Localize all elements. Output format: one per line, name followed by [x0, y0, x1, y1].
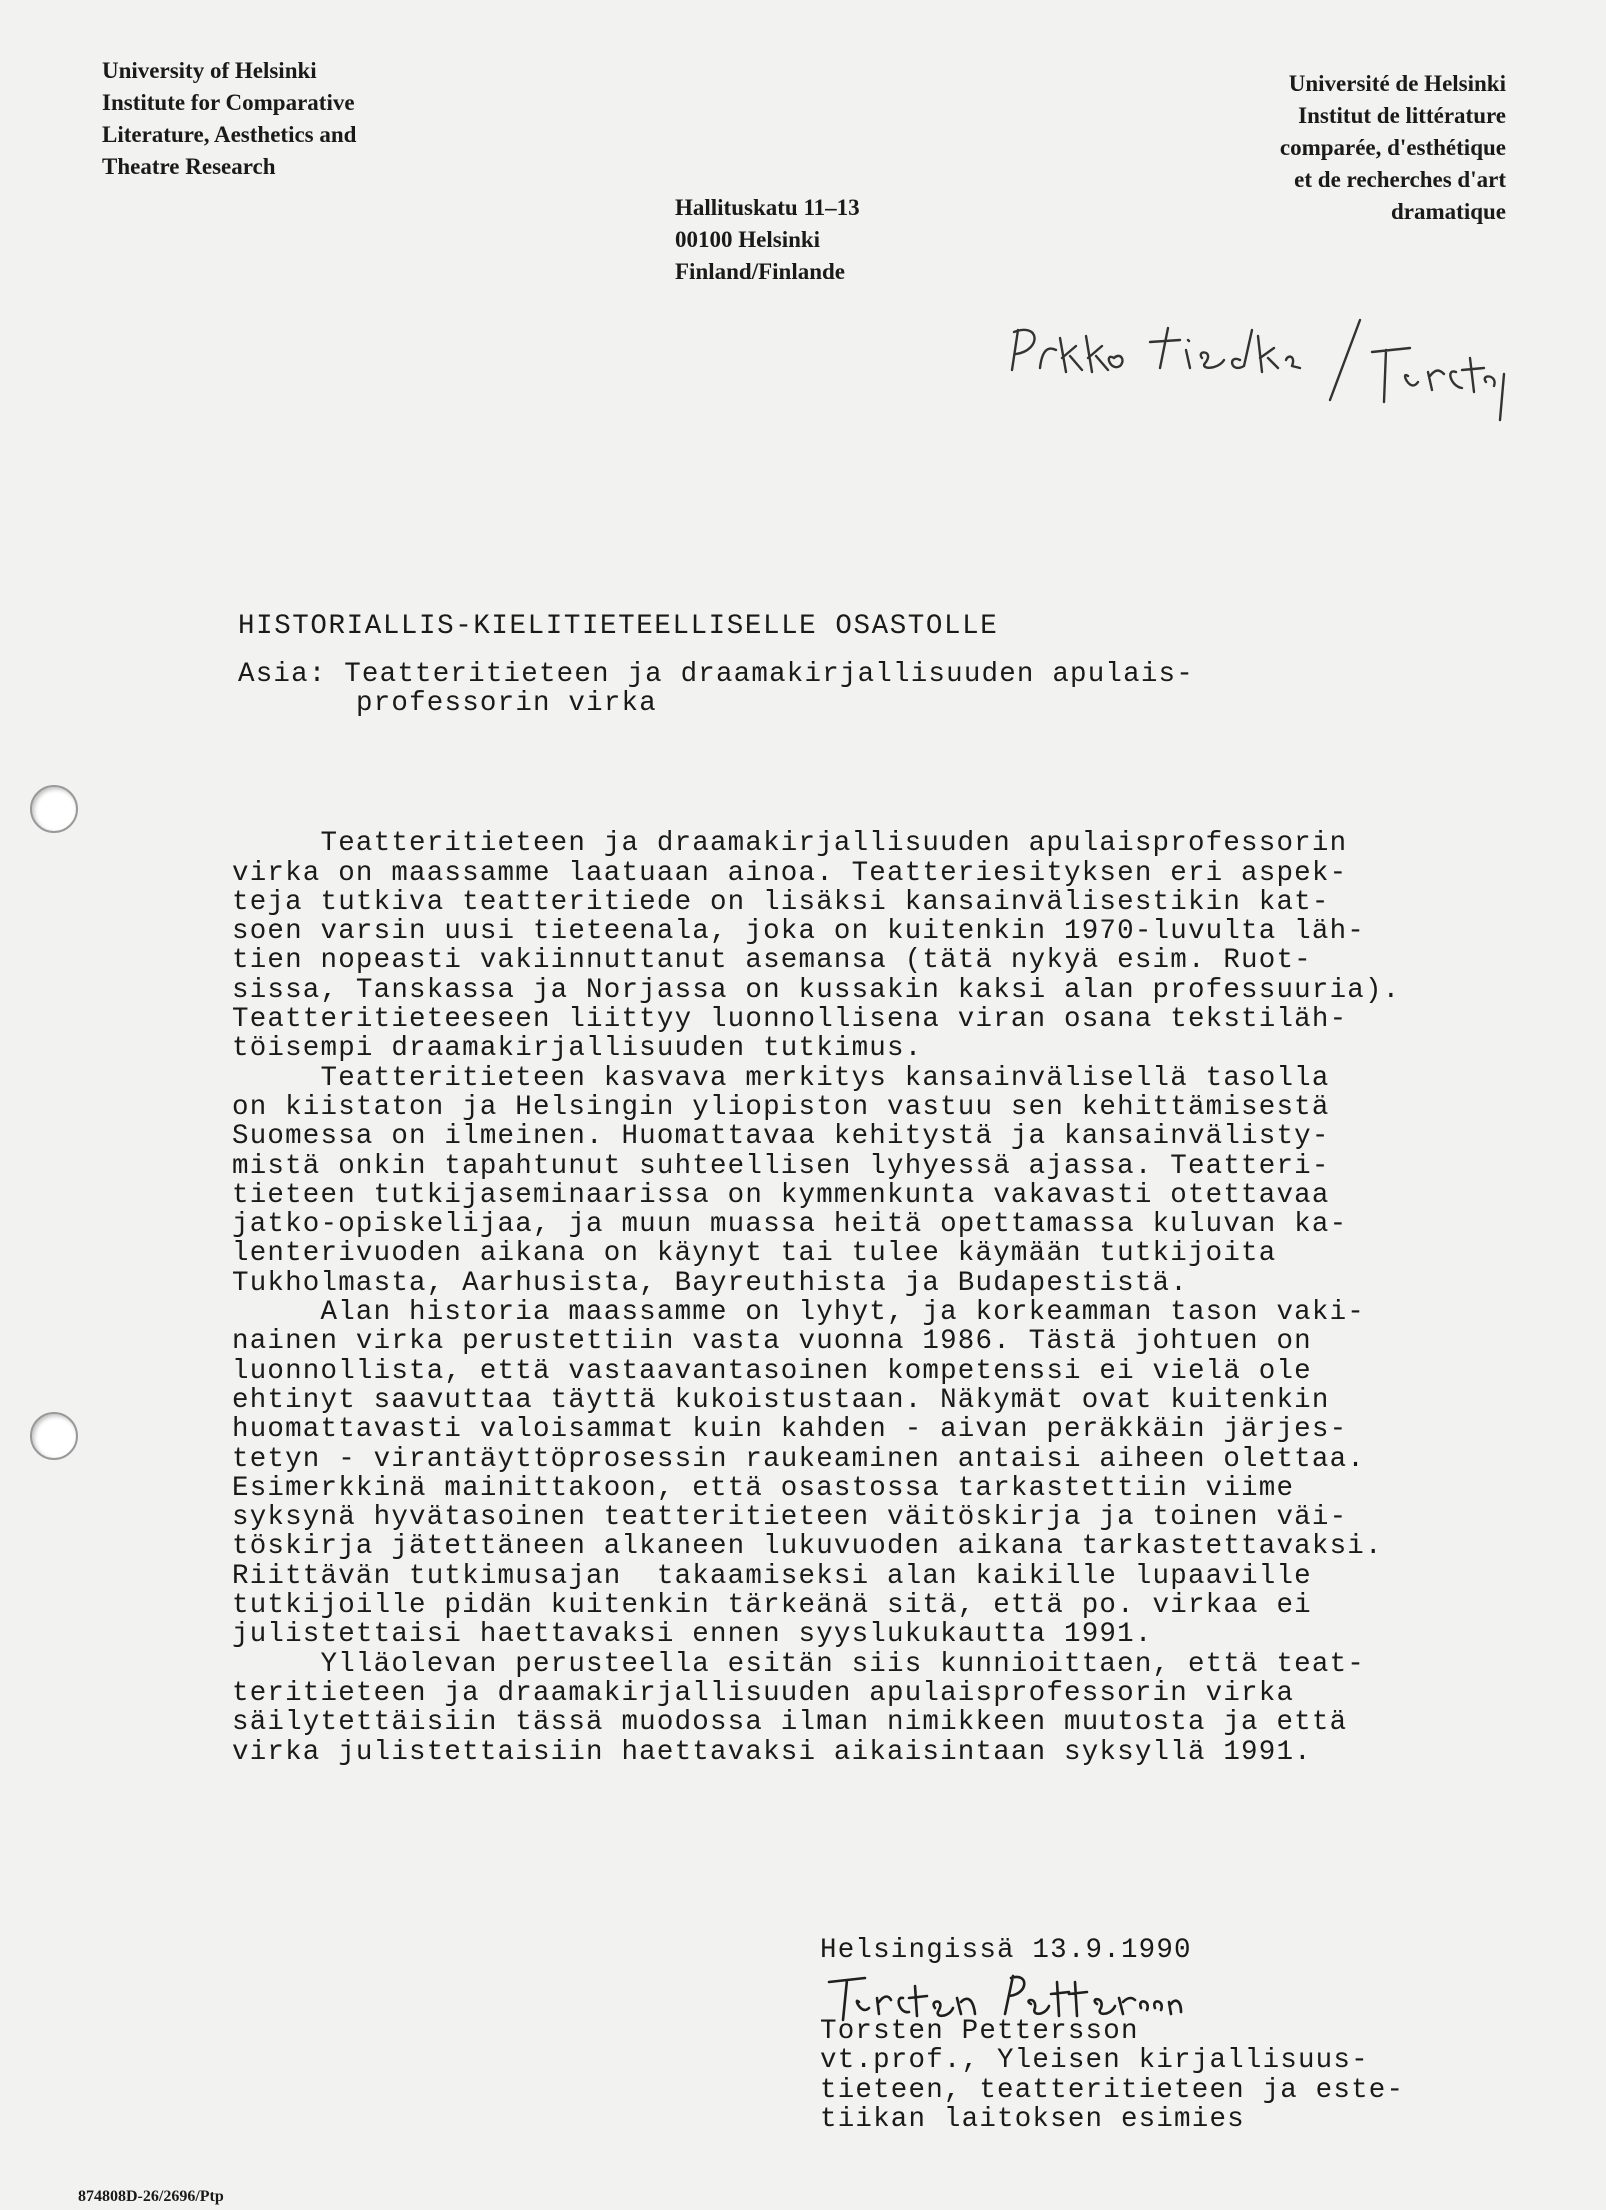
letterhead-line: Institute for Comparative — [102, 90, 355, 115]
body-line: lenterivuoden aikana on käynyt tai tulee käymään tutkijoita — [232, 1238, 1277, 1270]
body-line: sissa, Tanskassa ja Norjassa on kussakin kaksi alan professuuria). — [232, 974, 1401, 1006]
body-line: ehtinyt saavuttaa täyttä kukoistustaan. Näkymät ovat kuitenkin — [232, 1384, 1330, 1416]
address-line: Finland/Finlande — [675, 259, 846, 284]
body-line: töskirja jätettäneen alkaneen lukuvuoden aikana tarkastettavaksi. — [232, 1531, 1383, 1563]
body-line: Teatteritieteeseen liittyy luonnollisena viran osana tekstiläh- — [232, 1004, 1348, 1036]
body-line: Riittävän tutkimusajan takaamiseksi alan kaikille lupaaville — [232, 1560, 1312, 1592]
letterhead-line: Theatre Research — [102, 154, 276, 179]
letterhead-address — [675, 192, 860, 288]
subject-line: professorin virka — [356, 688, 657, 720]
body-line: soen varsin uusi tieteenala, joka on kuitenkin 1970-luvulta läh- — [232, 916, 1365, 948]
signer-block — [820, 2017, 1404, 2134]
letterhead-line: University of Helsinki — [102, 58, 317, 83]
signer-title-line: tiikan laitoksen esimies — [820, 2103, 1245, 2135]
letter-body — [232, 800, 1400, 1767]
letterhead-line: comparée, d'esthétique — [1279, 135, 1506, 160]
body-line: luonnollista, että vastaavantasoinen kompetenssi ei vielä ole — [232, 1355, 1312, 1387]
letterhead-line: Literature, Aesthetics and — [102, 122, 357, 147]
body-line: Ylläolevan perusteella esitän siis kunnioittaen, että teat- — [232, 1648, 1365, 1680]
body-line: Teatteritieteen kasvava merkitys kansainvälisellä tasolla — [232, 1062, 1330, 1094]
place-date: Helsingissä 13.9.1990 — [820, 1935, 1192, 1966]
body-line: Esimerkkinä mainittakoon, että osastossa tarkastettiin viime — [232, 1472, 1295, 1504]
body-line: töisempi draamakirjallisuuden tutkimus. — [232, 1033, 923, 1065]
letterhead-line: dramatique — [1391, 199, 1506, 224]
handwritten-note — [1000, 310, 1520, 440]
signer-title-line: vt.prof., Yleisen kirjallisuus- — [820, 2045, 1369, 2077]
address-line: Hallituskatu 11–13 — [675, 195, 860, 220]
recipient-line: HISTORIALLIS-KIELITIETEELLISELLE OSASTOLLE — [238, 611, 999, 642]
address-line: 00100 Helsinki — [675, 227, 821, 252]
body-line: Tukholmasta, Aarhusista, Bayreuthista ja Budapestistä. — [232, 1267, 1188, 1299]
body-line: teja tutkiva teatteritiede on lisäksi kansainvälisestikin kat- — [232, 886, 1330, 918]
body-line: syksynä hyvätasoinen teatteritieteen väitöskirja ja toinen väi- — [232, 1502, 1348, 1534]
body-line: mistä onkin tapahtunut suhteellisen lyhyessä ajassa. Teatteri- — [232, 1150, 1330, 1182]
subject-label: Asia: — [238, 659, 327, 690]
body-line: virka on maassamme laatuaan ainoa. Teatteriesityksen eri aspek- — [232, 857, 1348, 889]
body-line: huomattavasti valoisammat kuin kahden - aivan peräkkäin järjes- — [232, 1414, 1348, 1446]
body-line: jatko-opiskelijaa, ja muun muassa heitä opettamassa kuluvan ka- — [232, 1209, 1348, 1241]
punch-hole — [30, 1412, 78, 1460]
letterhead-right — [1280, 68, 1506, 228]
subject-block — [238, 660, 1194, 719]
body-line: nainen virka perustettiin vasta vuonna 1986. Tästä johtuen on — [232, 1326, 1312, 1358]
body-line: Suomessa on ilmeinen. Huomattavaa kehitystä ja kansainvälisty- — [232, 1121, 1330, 1153]
signer-name: Torsten Pettersson — [820, 2016, 1139, 2047]
letterhead-line: Université de Helsinki — [1288, 71, 1506, 96]
body-line: tieteen tutkijaseminaarissa on kymmenkunta vakavasti otettavaa — [232, 1179, 1330, 1211]
letterhead-line: Institut de littérature — [1298, 103, 1506, 128]
body-line: teritieteen ja draamakirjallisuuden apulaisprofessorin virka — [232, 1677, 1295, 1709]
body-line: tetyn - virantäyttöprosessin raukeaminen antaisi aiheen olettaa. — [232, 1443, 1365, 1475]
body-line: Teatteritieteen ja draamakirjallisuuden apulaisprofessorin — [232, 828, 1348, 860]
letterhead-line: et de recherches d'art — [1294, 167, 1506, 192]
body-line: virka julistettaisiin haettavaksi aikaisintaan syksyllä 1991. — [232, 1736, 1312, 1768]
body-line: säilytettäisiin tässä muodossa ilman nimikkeen muutosta ja että — [232, 1707, 1348, 1739]
body-line: Alan historia maassamme on lyhyt, ja korkeamman tason vaki- — [232, 1297, 1365, 1329]
body-line: julistettaisi haettavaksi ennen syyslukukautta 1991. — [232, 1619, 1153, 1651]
letterhead-left — [102, 55, 356, 183]
body-line: tutkijoille pidän kuitenkin tärkeänä sitä, että po. virkaa ei — [232, 1590, 1312, 1622]
punch-hole — [30, 785, 78, 833]
signer-title-line: tieteen, teatteritieteen ja este- — [820, 2074, 1405, 2106]
body-line: tien nopeasti vakiinnuttanut asemansa (tätä nykyä esim. Ruot- — [232, 945, 1312, 977]
body-line: on kiistaton ja Helsingin yliopiston vastuu sen kehittämisestä — [232, 1091, 1330, 1123]
footer-code: 874808D-26/2696/Ptp — [78, 2188, 224, 2205]
subject-line: Teatteritieteen ja draamakirjallisuuden apulais- — [344, 659, 1194, 690]
